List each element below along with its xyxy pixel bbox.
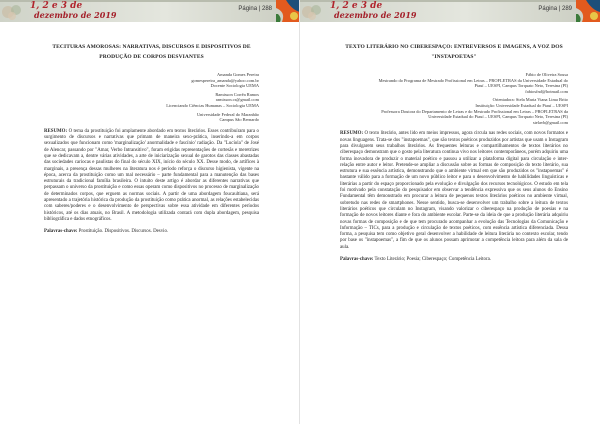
- author-affiliation: Mestrando do Programa de Mestrado Profissional em Letras – PROFLETRAS da Universidade Estadual do: [378, 77, 568, 83]
- author-info: [340, 72, 568, 125]
- article-title: TEXTO LITERÁRIO NO CIBERESPAÇO: ENTREVERSOS E IMAGENS, A VOZ DOS "INSTAPOETAS": [345, 44, 563, 60]
- institution-campus: Campus São Bernardo: [219, 117, 259, 123]
- event-date-line2: dezembro de 2019: [334, 10, 417, 20]
- keywords-label: Palavras-chave:: [340, 256, 374, 262]
- advisor-role: Professora Doutora do Departamento de Letras e do Mestrado Profissional em Letras – PROFLETRAS da: [381, 108, 568, 114]
- author-name: Ramisson Corrêa Ramos: [215, 91, 259, 97]
- keywords: [44, 229, 259, 235]
- right-page: [300, 0, 600, 424]
- author-info: [44, 72, 259, 123]
- author-role: Docente Sociologia UEMA: [210, 83, 259, 89]
- banner-corner-icon: [276, 0, 300, 22]
- article-title: TECITURAS AMOROSAS: NARRATIVAS, DISCURSOS E DISPOSITIVOS DE PRODUÇÃO DE CORPOS DESVIANTES: [52, 44, 251, 60]
- author-block: [44, 72, 259, 89]
- author-email: ramisson.cs@gmail.com: [215, 97, 259, 103]
- abstract-label: RESUMO:: [340, 131, 364, 137]
- advisor-campus: Universidade Estadual do Piauí – UESPI, Campus Torquato Neto, Teresina (PI): [428, 114, 568, 120]
- author-name: Amanda Gomes Pereira: [217, 72, 259, 77]
- page-number: Página | 288: [238, 6, 272, 12]
- abstract-text: O tema da prostituição foi amplamente abordado em textos literários. Esses contribuíram para o surgimento de discursos e narrativas que primam de maneira sexo-prática, inserindo-a em corpos sexualizados que funcionam como 'marginalização' anormalidade e fascínio' radiação. Da "Lucíola" de José de Alencar, passando por "Amar, Verbo Intransitivo", foram erigidas representações de cortesãs e meretrizes que se dedicavam a, dentre várias atividades, a arte de iniciarização sexual de garotos das classes abastadas das sociedades cariocas e paulistas do final do século XIX, início do século XX. Desse modo, de artífices à marginais, a presença dessas mulheres na literatura nos é período reforça o discurso higienista, vigente na época, acerca da prostituição como um mal necessário – parte fundamental para a manutenção das bases estruturais da tradicional família brasileira. O intuito deste artigo é abordar as diferentes narrativas que perpassam o universo da prostituição e como essas operam como dispositivos no processo de marginalização de determinados corpos, que erguem as normas sociais. A partir de uma abordagem foucaultiana, será apresentado a trajetória histórica da produção da prostituição como prática anormal, as relações estabelecidas com saberes/poderes e o desenvolvimento de perspectivas sobre essa atividade em diferentes períodos históricos, até os dias atuais, no Brasil. A metodologia utilizada contará com dupla abordagem, pesquisa bibliográfica e dados etnográficos.: [44, 128, 259, 222]
- advisor-institution: Instituição: Universidade Estadual do Piauí – UESPI: [475, 102, 568, 108]
- event-date-line2: dezembro de 2019: [34, 10, 117, 20]
- author-email: fabiosfnd@hotmail.com: [525, 88, 568, 94]
- advisor-name: Orientadora: Stela Maria Viana Lima Brito: [492, 97, 568, 103]
- page-number: Página | 289: [538, 6, 572, 12]
- advisor-email: stelavb@gmail.com: [532, 119, 568, 125]
- banner-flower-icon: [0, 2, 28, 22]
- event-logo: [330, 2, 416, 20]
- keywords: [340, 257, 568, 263]
- author-block: [340, 72, 568, 94]
- article-content: [340, 42, 568, 263]
- keywords-text: Texto Literário; Poesia; Ciberespaço; Competência Leitora.: [373, 256, 492, 262]
- event-date-line1: 1, 2 e 3 de: [330, 1, 383, 11]
- advisor-block: [340, 97, 568, 125]
- abstract-label: RESUMO:: [44, 128, 68, 134]
- author-role: Licenciando Ciências Humanas – Sociologia UEMA: [166, 102, 259, 108]
- banner-corner-icon: [576, 0, 600, 22]
- keywords-text: Prostituição. Dispositivos. Discursos. Desvio.: [77, 229, 169, 235]
- keywords-label: Palavras-chave:: [44, 229, 78, 235]
- abstract: [44, 129, 259, 223]
- abstract: [340, 131, 568, 251]
- author-institution: [44, 112, 259, 123]
- author-email: gomespereira_amanda@yahoo.com.br: [191, 77, 259, 83]
- institution-name: Universidade Federal do Maranhão: [196, 111, 259, 117]
- event-logo: [30, 2, 116, 20]
- banner-flower-icon: [300, 2, 328, 22]
- event-banner: [300, 0, 600, 22]
- event-banner: [0, 0, 300, 22]
- author-name: Fábio de Oliveira Sousa: [525, 72, 568, 77]
- event-date-line1: 1, 2 e 3 de: [30, 1, 83, 11]
- abstract-text: O texto literário, antes lido em meios impressos, agora circula nas redes sociais, com novos formatos e novas linguagens. Trata-se dos "instapoemas", que são textos poéticos produzidos por artistas que usam o Instagram para divulgarem seus trabalhos literários. As frequentes leituras e compartilhamentos de textos literários no ciberespaço demonstram que o gosto pela literatura continua vivo nos leitores contemporâneos, porém adquiriu uma forma inovadora de produzir o material poético e passou a utilizar a plataforma digital para circulação e inter-relação entre autor e leitor. Pretende-se ampliar a discussão sobre as formas de composição do texto literário, sua estrutura e sua essência artística, demonstrando que o ambiente virtual em que são produzidos os "instapoemas" é bastante válido para a formação de um novo público leitor e para o desenvolvimento de habilidades linguísticas e literárias a partir do espaço proporcionado pela evolução e divulgação dos recursos tecnológicos. O estudo em tela foi motivado pela constatação do pesquisador em observar a tendência expressiva que os seus alunos do Ensino Fundamental têm demonstrado em procurar a leitura de pequenos textos literários poéticos no ambiente virtual, sobretudo nas redes de smartphones. Nesse sentido, busca-se desenvolver um trabalho sobre a leitura de textos literários poéticos que circulam no Instagram, visando valorizar o ciberespaço na produção de poesias e na formação de novos leitores diante e fora do ambiente escolar. Parte-se da ideia de que a produção literária adquiriu novas formas de composição e de que tem procurado acompanhar a evolução das Tecnologias da Comunicação e Informação – TICs, para a produção e circulação de textos poéticos, com essência artística diferenciada. Dessa forma, a pesquisa tem como objetivo geral desenvolver a habilidade de leitura literária no contexto escolar, tendo por base os "instapoemas", a fim de que os alunos possam aprimorar a competência leitora para além da sala de aula.: [340, 131, 568, 250]
- author-block: [44, 92, 259, 109]
- author-campus: Piauí – UESPI, Campus Torquato Neto, Teresina (PI): [474, 83, 568, 89]
- article-content: [44, 42, 259, 236]
